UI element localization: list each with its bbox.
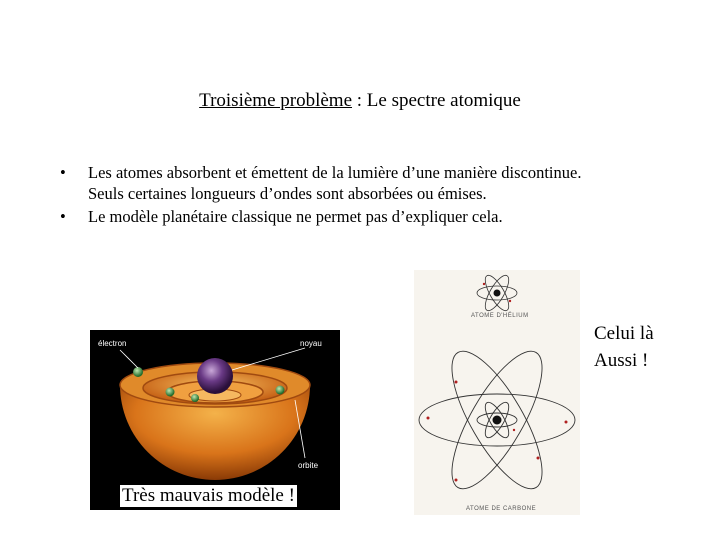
planetary-model-caption: Très mauvais modèle ! bbox=[122, 485, 295, 506]
label-orbite: orbite bbox=[298, 461, 319, 470]
nucleus bbox=[197, 358, 233, 394]
planetary-model-image bbox=[90, 330, 340, 510]
slide-title bbox=[0, 90, 720, 112]
electron-dot bbox=[191, 394, 199, 402]
bullet-symbol: • bbox=[60, 207, 66, 226]
title-rest: : Le spectre atomique bbox=[352, 90, 521, 111]
label-noyau: noyau bbox=[300, 339, 322, 348]
electron-dot bbox=[133, 367, 143, 377]
atom-drawing-caption bbox=[594, 320, 654, 374]
atom-drawing-illustration bbox=[414, 270, 580, 515]
bullet-text: Les atomes absorbent et émettent de la lumière d’une manière discontinue. Seuls certaines longueurs d’ondes sont absorbées ou émises. bbox=[88, 163, 582, 203]
bullet-item bbox=[60, 206, 620, 227]
title-underlined: Troisième problème bbox=[199, 90, 353, 111]
label-carbone: ATOME DE CARBONE bbox=[466, 506, 537, 512]
label-helium: ATOME D'HÉLIUM bbox=[471, 313, 529, 319]
caption-line-2: Aussi ! bbox=[594, 350, 649, 371]
label-electron: électron bbox=[98, 339, 127, 348]
atom-drawing-image bbox=[414, 270, 580, 515]
electron-dot bbox=[166, 388, 175, 397]
bullet-item bbox=[60, 162, 620, 204]
electron-dot bbox=[276, 386, 285, 395]
helium-nucleus bbox=[494, 290, 501, 297]
carbon-nucleus bbox=[493, 416, 502, 425]
bullet-list bbox=[60, 162, 620, 229]
bullet-symbol: • bbox=[60, 163, 66, 182]
caption-line-1: Celui là bbox=[594, 323, 654, 344]
bullet-text: Le modèle planétaire classique ne permet pas d’expliquer cela. bbox=[88, 207, 503, 226]
planetary-model-illustration bbox=[90, 330, 340, 510]
